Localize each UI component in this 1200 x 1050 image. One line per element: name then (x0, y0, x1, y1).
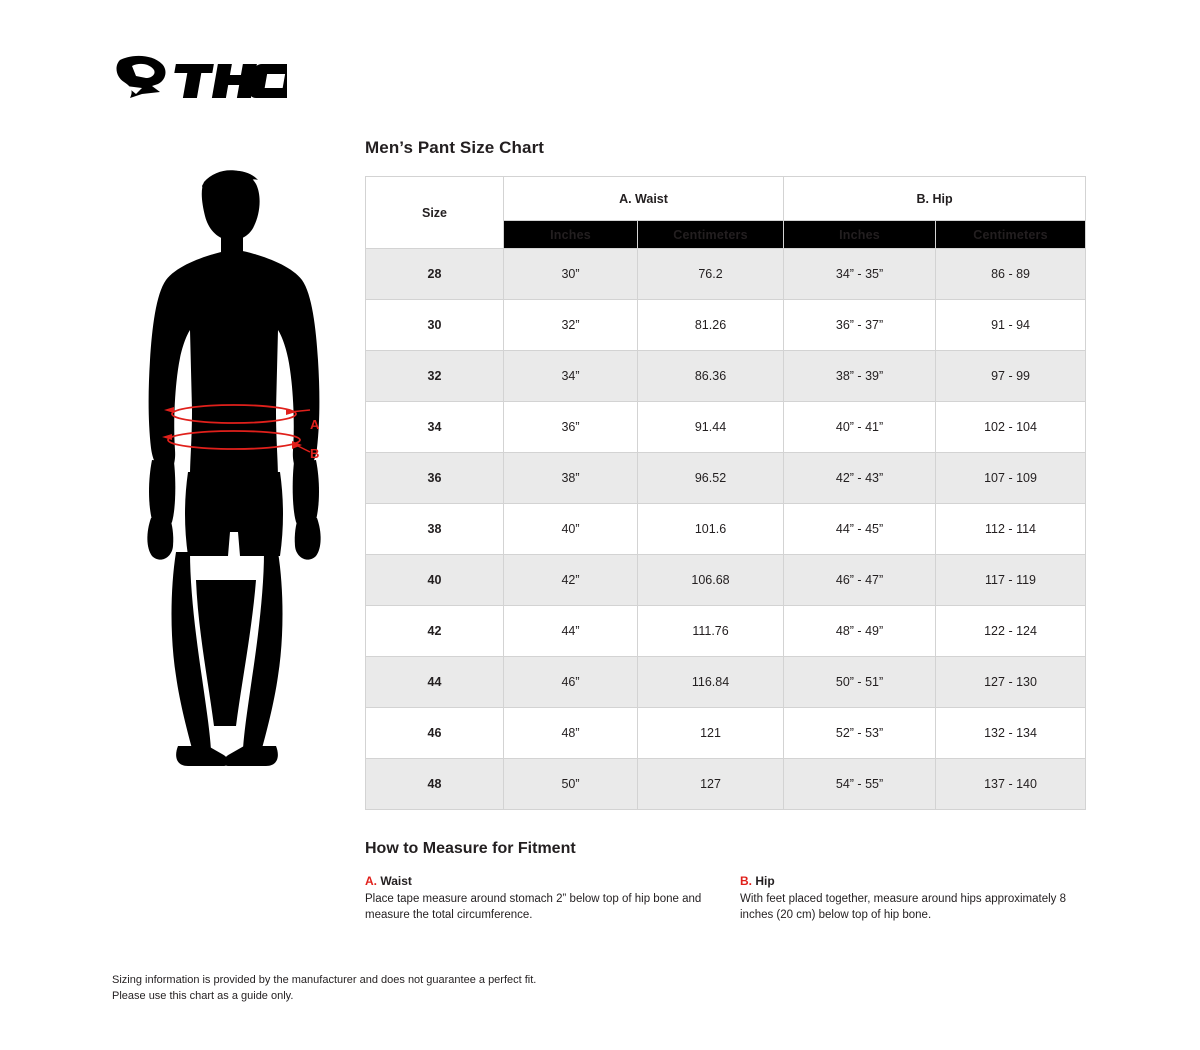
how-to-measure-hip-heading (740, 874, 1085, 888)
table-row (366, 606, 1086, 657)
cell-hip-centimeters: 127 - 130 (936, 657, 1086, 708)
table-row (366, 351, 1086, 402)
footnote (112, 973, 536, 1005)
cell-hip-centimeters: 102 - 104 (936, 402, 1086, 453)
cell-waist-centimeters: 86.36 (638, 351, 784, 402)
column-header-waist-centimeters: Centimeters (638, 221, 784, 249)
cell-size: 32 (366, 351, 504, 402)
column-group-waist: A. Waist (504, 177, 784, 221)
table-row (366, 504, 1086, 555)
cell-hip-centimeters: 117 - 119 (936, 555, 1086, 606)
cell-size: 42 (366, 606, 504, 657)
column-header-hip-inches: Inches (784, 221, 936, 249)
footnote-line-2: Please use this chart as a guide only. (112, 989, 294, 1002)
table-row (366, 657, 1086, 708)
cell-size: 38 (366, 504, 504, 555)
cell-size: 40 (366, 555, 504, 606)
how-to-measure-section (365, 840, 1085, 923)
how-to-measure-hip-text: With feet placed together, measure around hips approximately 8 inches (20 cm) below top of hip bone. (740, 893, 1067, 921)
table-row (366, 453, 1086, 504)
cell-size: 36 (366, 453, 504, 504)
cell-size: 44 (366, 657, 504, 708)
column-group-hip: B. Hip (784, 177, 1086, 221)
table-row (366, 759, 1086, 810)
cell-hip-inches: 46” - 47” (784, 555, 936, 606)
cell-waist-centimeters: 91.44 (638, 402, 784, 453)
cell-waist-centimeters: 121 (638, 708, 784, 759)
thor-logo (112, 52, 287, 104)
column-header-size: Size (366, 177, 504, 249)
cell-waist-centimeters: 76.2 (638, 249, 784, 300)
cell-hip-centimeters: 86 - 89 (936, 249, 1086, 300)
cell-waist-inches: 44” (504, 606, 638, 657)
table-row (366, 708, 1086, 759)
cell-size: 34 (366, 402, 504, 453)
cell-waist-inches: 42” (504, 555, 638, 606)
waist-name: Waist (380, 874, 412, 888)
cell-waist-inches: 32” (504, 300, 638, 351)
cell-hip-centimeters: 107 - 109 (936, 453, 1086, 504)
cell-waist-centimeters: 127 (638, 759, 784, 810)
cell-hip-inches: 54” - 55” (784, 759, 936, 810)
cell-size: 48 (366, 759, 504, 810)
size-chart-table (365, 176, 1086, 810)
cell-waist-inches: 50” (504, 759, 638, 810)
cell-waist-inches: 38” (504, 453, 638, 504)
cell-waist-inches: 48” (504, 708, 638, 759)
cell-waist-centimeters: 111.76 (638, 606, 784, 657)
cell-waist-centimeters: 81.26 (638, 300, 784, 351)
cell-hip-inches: 40” - 41” (784, 402, 936, 453)
cell-hip-centimeters: 97 - 99 (936, 351, 1086, 402)
figure-label-b: B (310, 446, 320, 461)
cell-waist-centimeters: 106.68 (638, 555, 784, 606)
cell-waist-inches: 40” (504, 504, 638, 555)
body-figure-illustration (118, 160, 348, 770)
how-to-measure-waist (365, 874, 740, 923)
cell-hip-inches: 38” - 39” (784, 351, 936, 402)
cell-waist-inches: 36” (504, 402, 638, 453)
figure-label-a: A (310, 417, 320, 432)
cell-hip-centimeters: 91 - 94 (936, 300, 1086, 351)
hip-letter: B. (740, 874, 752, 888)
cell-size: 28 (366, 249, 504, 300)
cell-waist-centimeters: 116.84 (638, 657, 784, 708)
cell-waist-inches: 46” (504, 657, 638, 708)
cell-hip-inches: 36” - 37” (784, 300, 936, 351)
chart-content (365, 138, 1085, 923)
how-to-measure-waist-heading (365, 874, 710, 888)
table-row (366, 249, 1086, 300)
cell-size: 30 (366, 300, 504, 351)
cell-hip-inches: 50” - 51” (784, 657, 936, 708)
footnote-line-1: Sizing information is provided by the manufacturer and does not guarantee a perfect fit. (112, 974, 537, 986)
cell-hip-centimeters: 112 - 114 (936, 504, 1086, 555)
how-to-measure-waist-text: Place tape measure around stomach 2” below top of hip bone and measure the total circumference. (365, 893, 702, 921)
cell-hip-centimeters: 122 - 124 (936, 606, 1086, 657)
table-row (366, 300, 1086, 351)
column-header-hip-centimeters: Centimeters (936, 221, 1086, 249)
cell-waist-centimeters: 96.52 (638, 453, 784, 504)
table-header-row-groups (366, 177, 1086, 221)
column-header-waist-inches: Inches (504, 221, 638, 249)
hip-name: Hip (755, 874, 775, 888)
table-row (366, 555, 1086, 606)
cell-waist-inches: 30” (504, 249, 638, 300)
waist-letter: A. (365, 874, 377, 888)
cell-size: 46 (366, 708, 504, 759)
table-row (366, 402, 1086, 453)
cell-hip-inches: 42” - 43” (784, 453, 936, 504)
how-to-measure-title: How to Measure for Fitment (365, 840, 576, 857)
cell-hip-centimeters: 132 - 134 (936, 708, 1086, 759)
cell-waist-centimeters: 101.6 (638, 504, 784, 555)
cell-hip-inches: 44” - 45” (784, 504, 936, 555)
page-title: Men’s Pant Size Chart (365, 138, 545, 157)
cell-hip-inches: 34” - 35” (784, 249, 936, 300)
cell-hip-inches: 52” - 53” (784, 708, 936, 759)
how-to-measure-hip (740, 874, 1085, 923)
cell-hip-centimeters: 137 - 140 (936, 759, 1086, 810)
cell-waist-inches: 34” (504, 351, 638, 402)
cell-hip-inches: 48” - 49” (784, 606, 936, 657)
